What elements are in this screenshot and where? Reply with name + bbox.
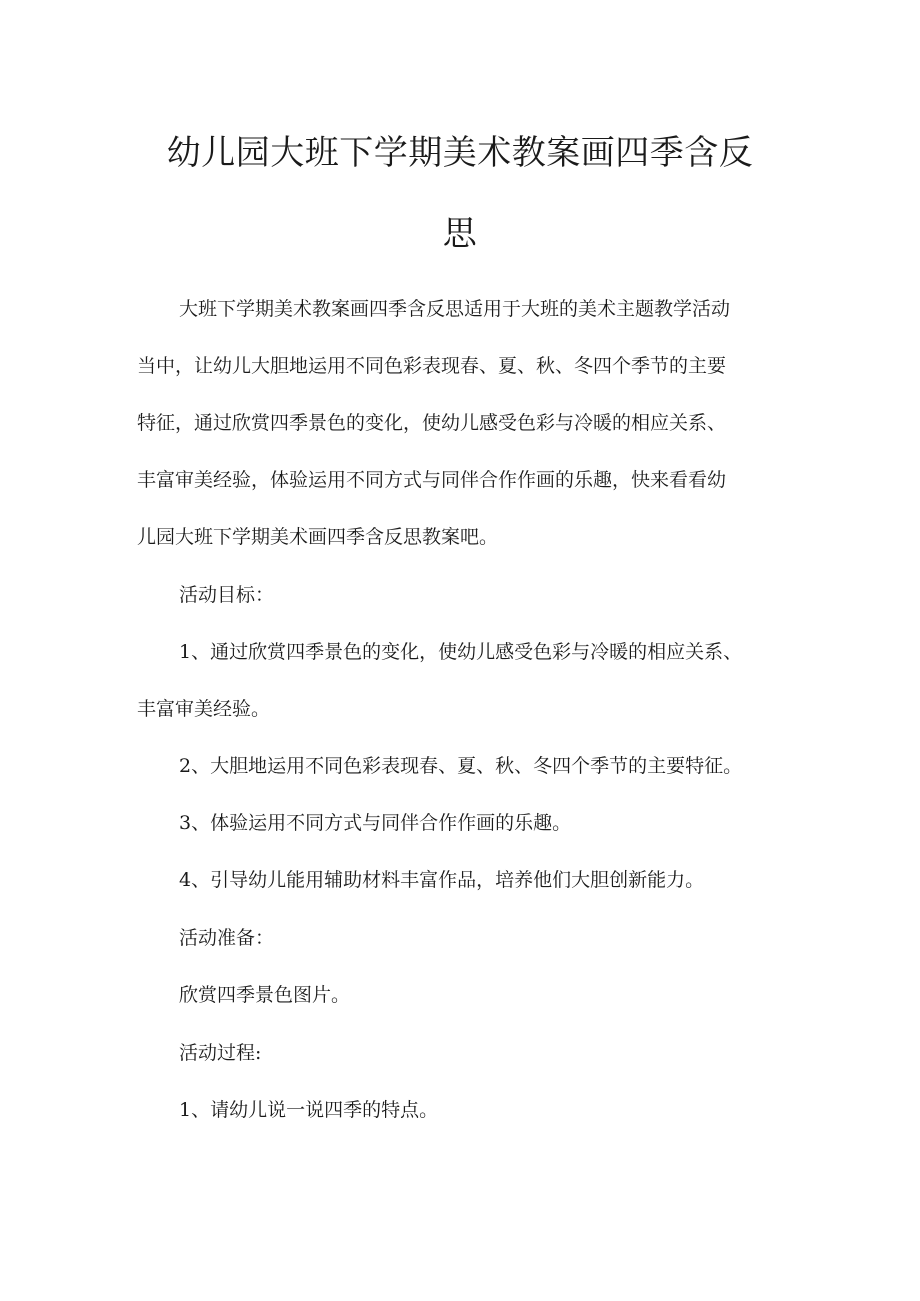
prep-heading: 活动准备： xyxy=(179,927,275,949)
intro-line-5: 儿园大班下学期美术画四季含反思教案吧。 xyxy=(137,526,499,548)
document-title-continued: 思 xyxy=(442,214,478,254)
goal-2: 2、大胆地运用不同色彩表现春、夏、秋、冬四个季节的主要特征。 xyxy=(179,755,743,777)
goal-1-line-2: 丰富审美经验。 xyxy=(137,698,271,720)
goal-4: 4、引导幼儿能用辅助材料丰富作品，培养他们大胆创新能力。 xyxy=(179,869,705,891)
intro-line-2: 当中，让幼儿大胆地运用不同色彩表现春、夏、秋、冬四个季节的主要 xyxy=(137,355,727,377)
intro-line-1: 大班下学期美术教案画四季含反思适用于大班的美术主题教学活动 xyxy=(179,298,731,320)
intro-line-3: 特征，通过欣赏四季景色的变化，使幼儿感受色彩与冷暖的相应关系、 xyxy=(137,412,727,434)
process-step-1: 1、请幼儿说一说四季的特点。 xyxy=(179,1099,439,1121)
intro-line-4: 丰富审美经验，体验运用不同方式与同伴合作作画的乐趣，快来看看幼 xyxy=(137,469,727,491)
prep-text: 欣赏四季景色图片。 xyxy=(179,984,351,1006)
goal-1-line-1: 1、通过欣赏四季景色的变化，使幼儿感受色彩与冷暖的相应关系、 xyxy=(179,641,743,663)
process-heading: 活动过程: xyxy=(179,1042,262,1064)
document-title: 幼儿园大班下学期美术教案画四季含反 xyxy=(166,133,754,173)
goal-3: 3、体验运用不同方式与同伴合作作画的乐趣。 xyxy=(179,812,572,834)
goals-heading: 活动目标： xyxy=(179,584,275,606)
